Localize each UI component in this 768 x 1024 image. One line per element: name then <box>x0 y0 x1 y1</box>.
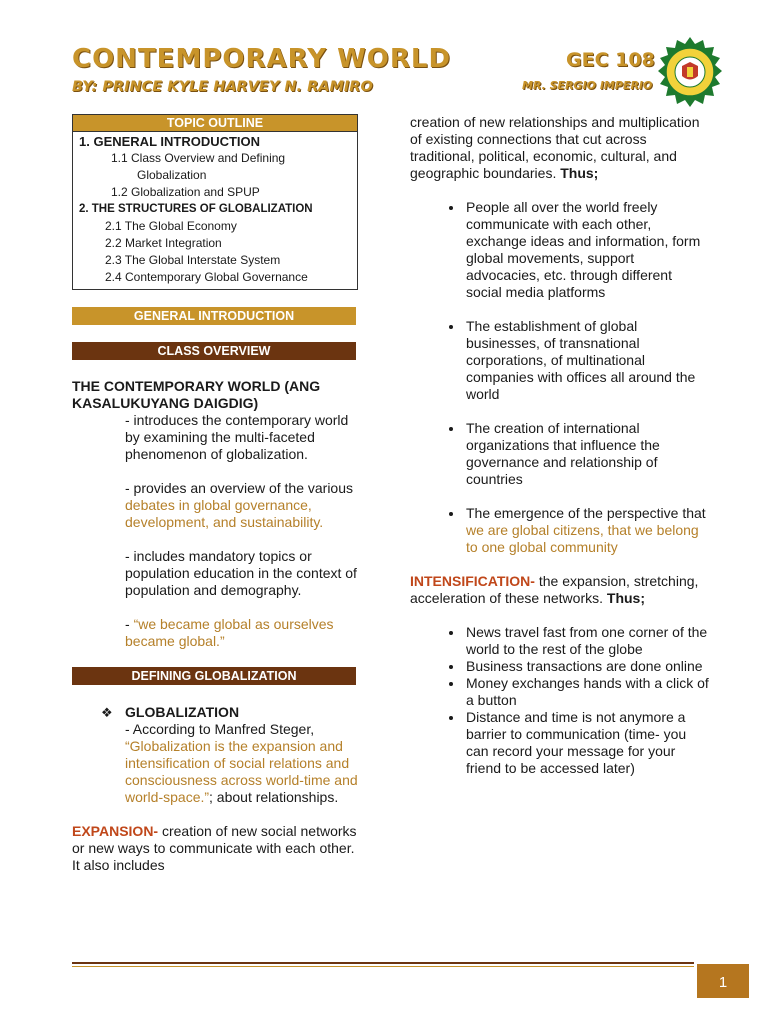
list-item: • The establishment of global businesses, of transnational corporations, of multinational companies with offices all around the world <box>464 318 710 403</box>
document-title: CONTEMPORARY WORLD <box>72 44 452 74</box>
expansion-continued: creation of new relationships and multiplication of existing connections that cut across traditional, political, economic, cultural, and geographic boundaries. Thus; <box>410 114 700 181</box>
toc-item: 2.2 Market Integration <box>105 236 222 250</box>
overview-point: - introduces the contemporary world by examining the multi-faceted phenomenon of globalization. <box>125 412 349 462</box>
toc-item: 2.4 Contemporary Global Governance <box>105 270 308 284</box>
globalization-text: - According to Manfred Steger, “Globalization is the expansion and intensification of social relations and consciousness across world-time and world-space.”; about relationships. <box>125 721 358 805</box>
section-heading-class-overview: CLASS OVERVIEW <box>72 342 356 360</box>
instructor-name: MR. SERGIO IMPERIO <box>522 79 653 92</box>
section-heading-general-introduction: GENERAL INTRODUCTION <box>72 307 356 325</box>
toc-item-continued: Globalization <box>137 168 207 182</box>
toc-item: 2.3 The Global Interstate System <box>105 253 281 267</box>
overview-point: - includes mandatory topics or population education in the context of population and demography. <box>125 548 357 598</box>
globalization-definition <box>72 704 358 806</box>
list-item: • People all over the world freely communicate with each other, exchange ideas and information, form global movements, support advocacies, etc. through different social media platforms <box>464 199 710 301</box>
toc-item: 2.1 The Global Economy <box>105 219 237 233</box>
intensification-examples <box>410 624 710 777</box>
intensification-definition: INTENSIFICATION- the expansion, stretching, acceleration of these networks. Thus; <box>410 573 699 606</box>
footer-rule <box>72 962 694 964</box>
list-item: • The creation of international organizations that influence the governance and relationship of countries <box>464 420 710 488</box>
toc-item: 1. GENERAL INTRODUCTION <box>79 134 261 149</box>
author-line: BY: PRINCE KYLE HARVEY N. RAMIRO <box>72 79 373 95</box>
toc-item: 1.1 Class Overview and Defining <box>111 151 286 165</box>
section-heading-defining-globalization: DEFINING GLOBALIZATION <box>72 667 356 685</box>
overview-heading: THE CONTEMPORARY WORLD (ANG KASALUKUYANG DAIGDIG) <box>72 378 321 411</box>
diamond-bullet-icon: ❖ <box>101 705 113 720</box>
course-code: GEC 108 <box>566 49 655 71</box>
list-item: • News travel fast from one corner of the world to the rest of the globe <box>464 624 710 658</box>
topic-outline <box>72 114 358 290</box>
list-item: • Money exchanges hands with a click of a button <box>464 675 710 709</box>
overview-quote: - “we became global as ourselves became global.” <box>125 616 334 649</box>
footer-rule-accent <box>72 966 694 967</box>
right-column <box>410 114 710 777</box>
topic-outline-heading: TOPIC OUTLINE <box>73 115 357 132</box>
page-number: 1 <box>697 964 749 998</box>
school-seal-icon <box>654 36 726 108</box>
toc-item: 2. THE STRUCTURES OF GLOBALIZATION <box>79 203 313 215</box>
expansion-examples <box>410 199 710 556</box>
globalization-term: GLOBALIZATION <box>125 704 240 720</box>
overview-point: - provides an overview of the various debates in global governance, development, and sustainability. <box>125 480 353 530</box>
expansion-definition: EXPANSION- creation of new social networks or new ways to communicate with each other. It also includes <box>72 823 357 873</box>
toc-item: 1.2 Globalization and SPUP <box>111 185 260 199</box>
list-item: • The emergence of the perspective that we are global citizens, that we belong to one global community <box>464 505 710 556</box>
list-item: • Business transactions are done online <box>464 658 710 675</box>
list-item: • Distance and time is not anymore a barrier to communication (time- you can record your message for your friend to be accessed later) <box>464 709 710 777</box>
left-column <box>72 114 358 874</box>
